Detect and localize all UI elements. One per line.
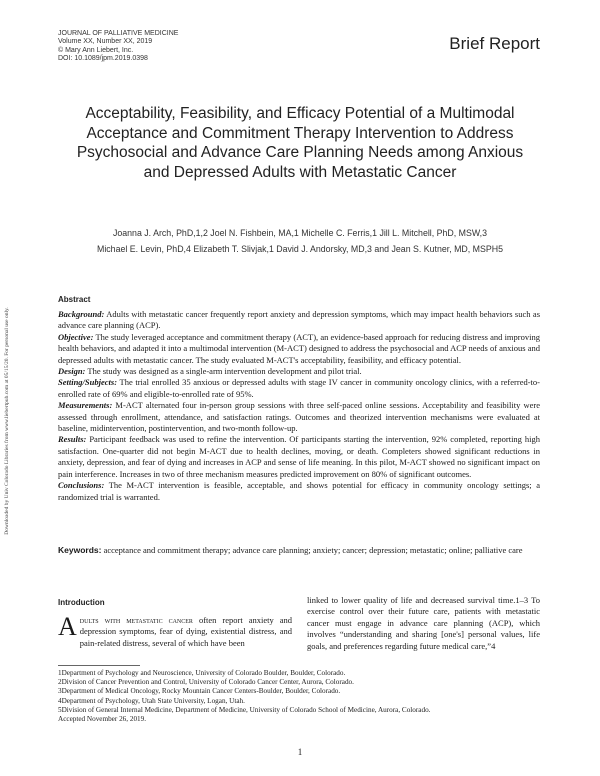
copyright-line: © Mary Ann Liebert, Inc. xyxy=(58,46,134,54)
introduction-heading: Introduction xyxy=(58,598,105,607)
download-watermark xyxy=(0,250,16,600)
affiliations-footnotes xyxy=(58,669,540,724)
section-text: Participant feedback was used to refine the intervention. Of participants starting the intervention, 92% completed, reporting high satisfaction. One-quarter did not begin M-ACT due to health declines, moving, or death. Completers showed significant reductions in anxiety, depression, and fear of dying and increases in ACP and sense of life meaning. In this pilot, M-ACT showed no significant impact on pain interference. Increases in two of three mechanism measures predicted improvement on 80% of significant outcomes. xyxy=(58,434,541,479)
abstract-section xyxy=(58,434,540,480)
lead-smallcaps: dults with metastatic cancer xyxy=(79,615,193,625)
abstract-section xyxy=(58,332,540,366)
section-label: Measurements: xyxy=(58,400,113,411)
section-text: M-ACT alternated four in-person group sessions with three self-paced online sessions. Acceptability and feasibility were assessed through enrollment, attendance, and satisfaction ratings. Outcomes and theorized intervention mechanisms were evaluated at baseline, midintervention, postintervention, and two-month follow-up. xyxy=(58,400,540,434)
section-text: The study was designed as a single-arm intervention development and pilot trial. xyxy=(87,366,362,377)
journal-name: JOURNAL OF PALLIATIVE MEDICINE xyxy=(58,30,179,37)
section-text: The M-ACT intervention is feasible, acceptable, and shows potential for efficacy in community oncology settings; a randomized trial is warranted. xyxy=(58,480,540,502)
abstract-section xyxy=(58,377,540,400)
journal-header xyxy=(58,30,178,64)
abstract-heading: Abstract xyxy=(58,295,91,304)
section-label: Objective: xyxy=(58,331,94,342)
section-label: Design: xyxy=(58,366,86,377)
keywords-label: Keywords: xyxy=(58,545,102,555)
footnote: 4Department of Psychology, Utah State University, Logan, Utah. xyxy=(58,696,245,705)
section-label: Background: xyxy=(58,309,105,319)
footnote: 1Department of Psychology and Neuroscience, University of Colorado Boulder, Boulder, Colorado. xyxy=(58,669,346,677)
download-notice: Downloaded by Univ Colorado Libraries from www.liebertpub.com at 05/15/20. For personal use only. xyxy=(4,307,10,535)
keywords xyxy=(58,545,540,556)
author-list xyxy=(70,225,530,257)
article-type-label: Brief Report xyxy=(449,34,540,53)
intro-right-text: linked to lower quality of life and decreased survival time.1–3 To exercise control over their future care, patients with metastatic cancer must engage in advance care planning (ACP), which involves “understanding and sharing [one's] personal values, life goals, and preferences regarding future medical care,”4 xyxy=(307,595,540,651)
footnote: 5Division of General Internal Medicine, Department of Medicine, University of Colorado School of Medicine, Aurora, Colorado. xyxy=(58,705,431,714)
intro-left-text: often report anxiety and depression symptoms, fear of dying, existential distress, and pain-related distress, several of which have been xyxy=(79,615,292,648)
abstract-body xyxy=(58,309,540,503)
section-text: Adults with metastatic cancer frequently report anxiety and depression symptoms, which may impact health behaviors such as advance care planning (ACP). xyxy=(58,309,540,331)
author-line-1: Joanna J. Arch, PhD,1,2 Joel N. Fishbein, MA,1 Michelle C. Ferris,1 Jill L. Mitchell, PhD, MSW,3 xyxy=(112,228,487,238)
introduction-left-column xyxy=(58,612,292,649)
section-label: Setting/Subjects: xyxy=(58,377,118,388)
footnote: 3Department of Medical Oncology, Rocky Mountain Cancer Centers-Boulder, Boulder, Colorado. xyxy=(58,687,341,696)
section-text: The study leveraged acceptance and commitment therapy (ACT), an evidence-based approach for reducing distress and improving health behaviors, and adapted it into a multimodal intervention (M-ACT) designed to address the psychosocial and ACP needs of anxious and depressed adults with metastatic cancer. The study evaluated M-ACT's acceptability, feasibility, and efficacy potential. xyxy=(58,331,540,365)
abstract-section xyxy=(58,400,540,434)
footnote-divider xyxy=(58,665,140,666)
page-number: 1 xyxy=(297,747,303,757)
section-label: Conclusions: xyxy=(58,480,105,491)
keywords-text: acceptance and commitment therapy; advance care planning; anxiety; cancer; depression; metastatic; online; palliative care xyxy=(103,545,523,555)
accepted-date: Accepted November 26, 2019. xyxy=(58,715,147,724)
footnote: 2Division of Cancer Prevention and Control, University of Colorado Cancer Center, Aurora, Colorado. xyxy=(58,678,354,687)
introduction-right-column xyxy=(307,595,540,652)
author-line-2: Michael E. Levin, PhD,4 Elizabeth T. Slivjak,1 David J. Andorsky, MD,3 and Jean S. Kutner, MD, MSPH5 xyxy=(97,244,503,254)
abstract-section xyxy=(58,366,540,377)
paper-title: Acceptability, Feasibility, and Efficacy Potential of a Multimodal Acceptance and Commitment Therapy Intervention to Address Psychosocial and Advance Care Planning Needs among Anxious and Depressed Adults with Metastatic Cancer xyxy=(76,105,524,181)
section-text: The trial enrolled 35 anxious or depressed adults with stage IV cancer in community oncology clinics, with a referred-to-enrolled rate of 69% and eligible-to-enrolled rate of 95%. xyxy=(58,377,540,399)
drop-cap: A xyxy=(58,612,77,641)
journal-volume: Volume XX, Number XX, 2019 xyxy=(58,38,153,46)
abstract-section xyxy=(58,480,540,503)
abstract-section xyxy=(58,309,540,332)
section-label: Results: xyxy=(58,434,87,445)
doi-link[interactable]: DOI: 10.1089/jpm.2019.0398 xyxy=(58,55,148,63)
